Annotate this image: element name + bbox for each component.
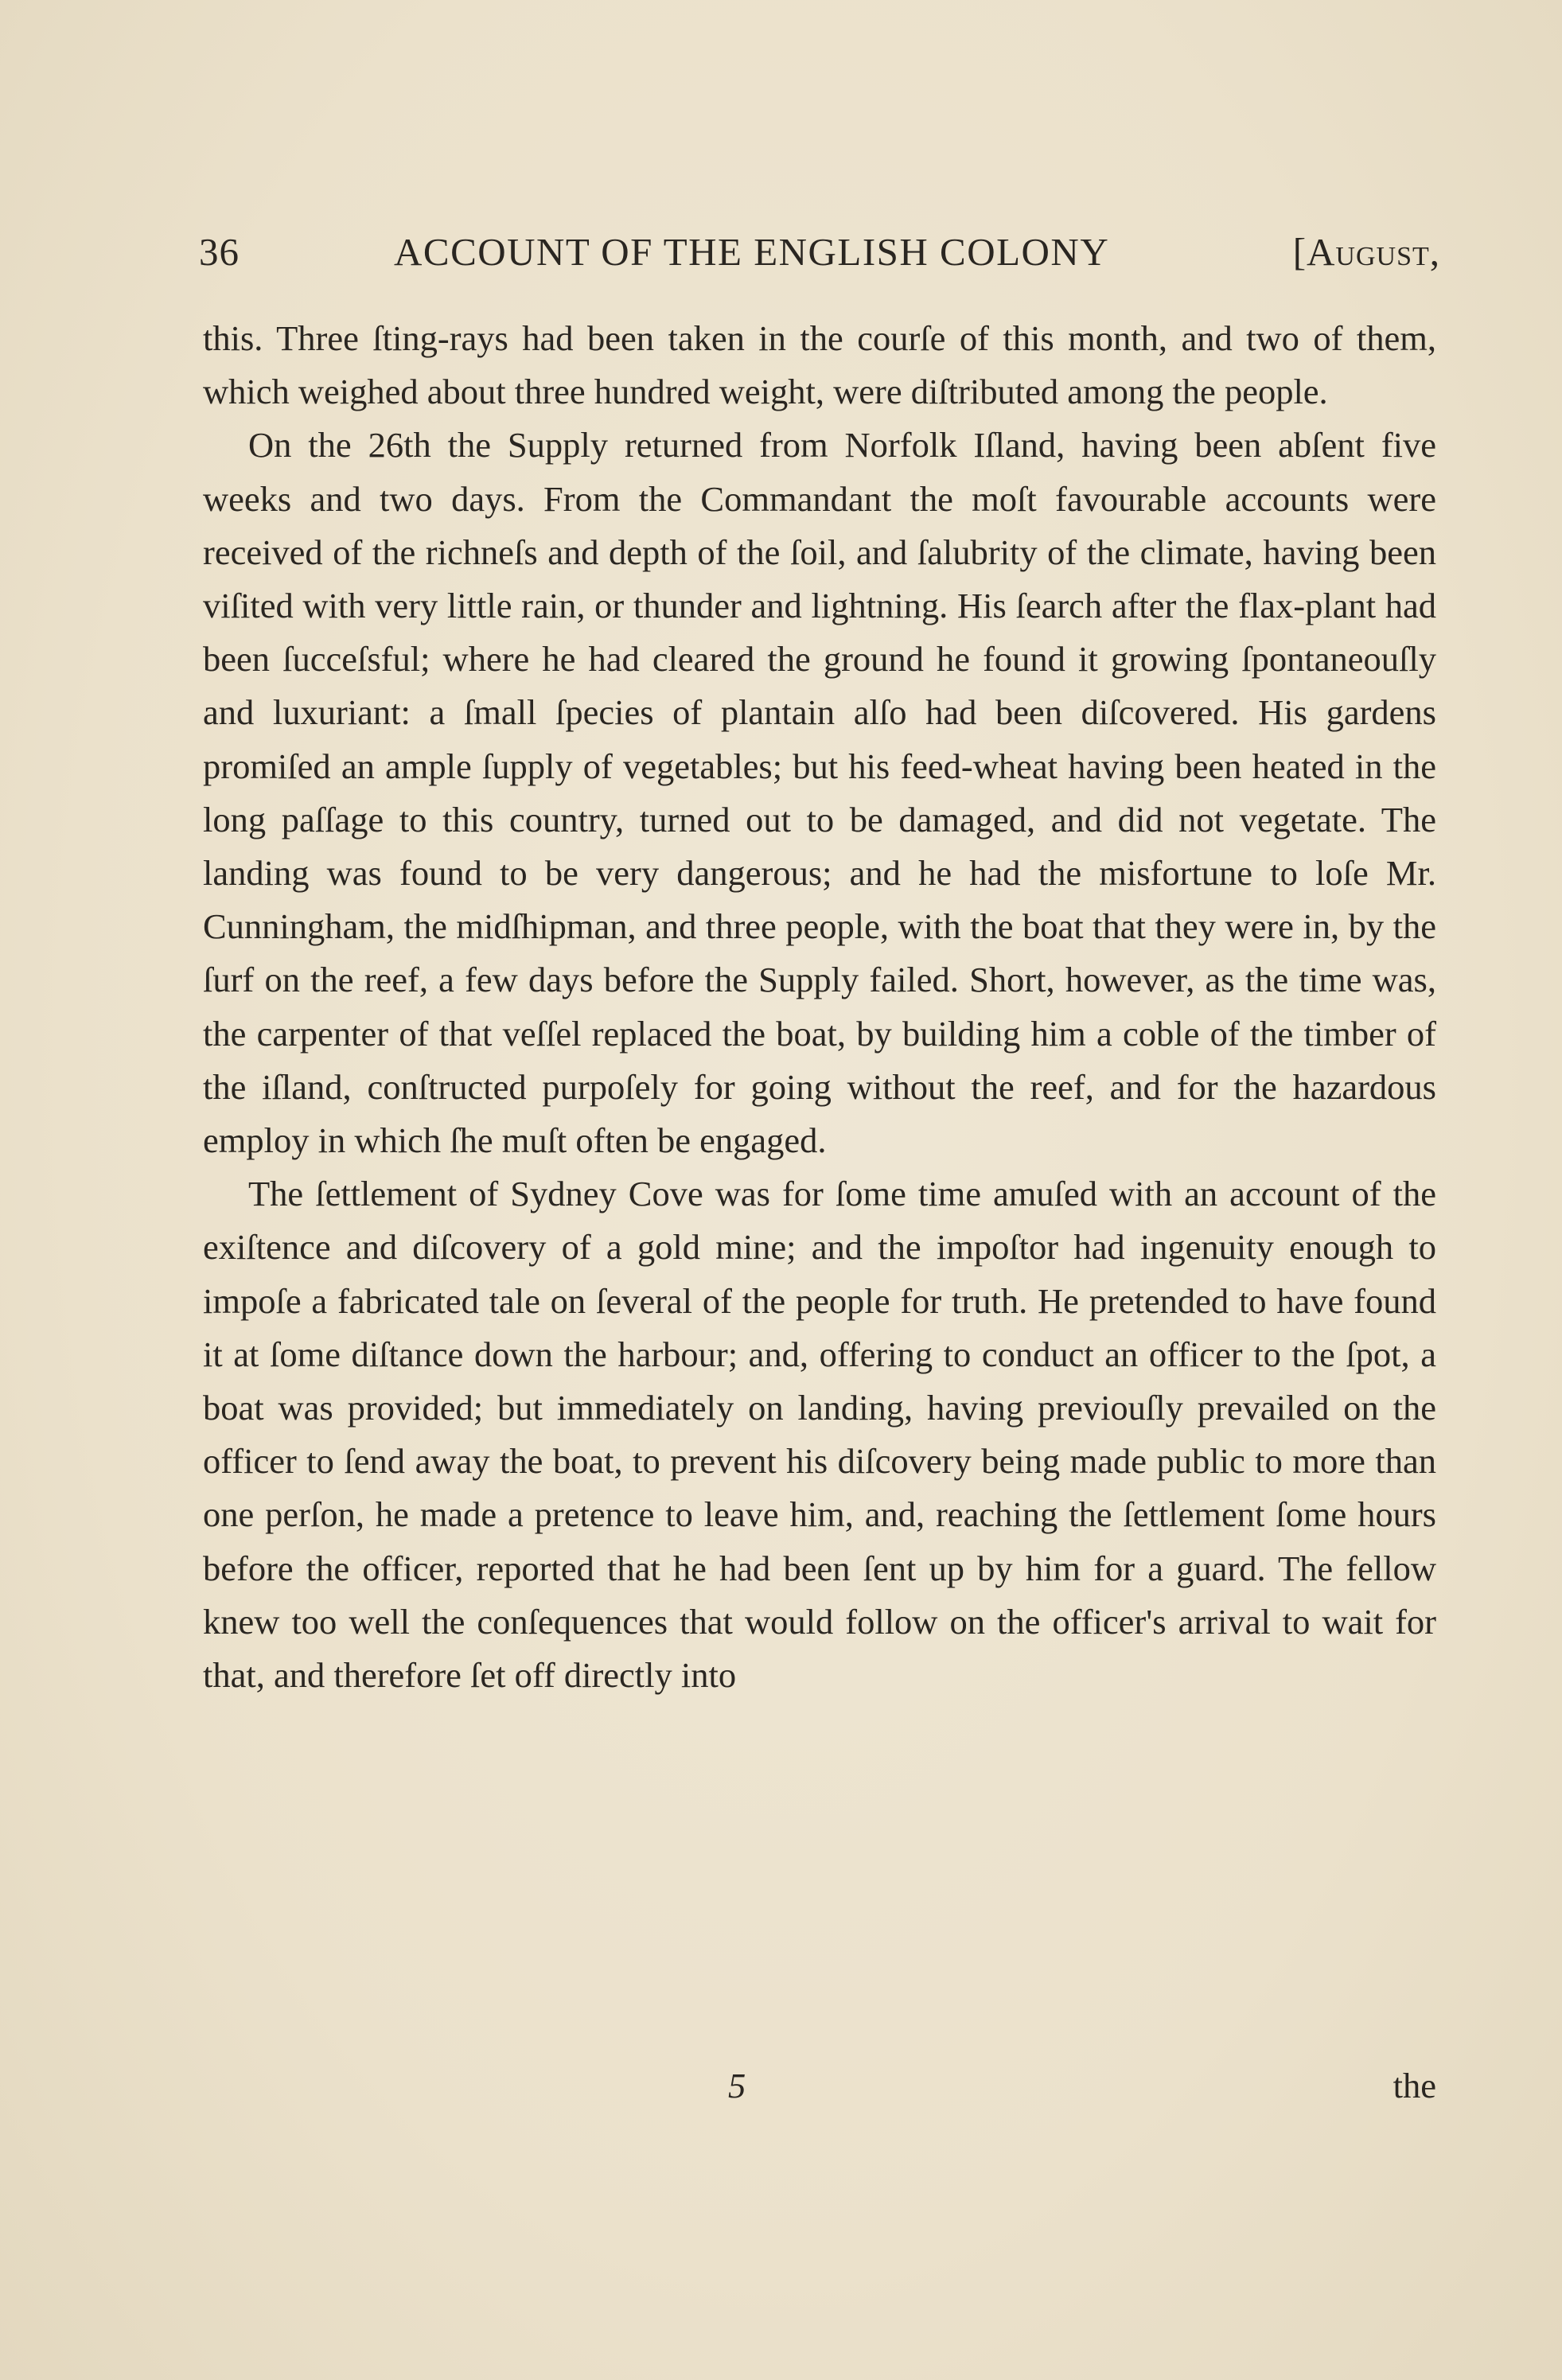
page-number: 36 [199, 230, 240, 274]
paragraph-gold-mine: The ſettlement of Sydney Cove was for ſome time amuſed with an account of the exiſtence and diſcovery of a gold mine; and the impoſtor had ingenuity enough to impoſe a fabricated tale on ſeveral of the people for truth. He pretended to have found it at ſome diſtance down the harbour; and, offering to conduct an officer to the ſpot, a boat was provided; but immediately on landing, having previouſly prevailed on the officer to ſend away the boat, to prevent his diſcovery being made public to more than one perſon, he made a pretence to leave him, and, reaching the ſettlement ſome hours before the officer, reported that he had been ſent up by him for a guard. The fellow knew too well the conſequences that would follow on the officer's arrival to wait for that, and therefore ſet off directly into [203, 1174, 1436, 1696]
catchword: the [1393, 2066, 1436, 2105]
running-title: ACCOUNT OF THE ENGLISH COLONY [394, 230, 1110, 274]
running-month: [August, [1292, 230, 1440, 274]
page-footer [203, 2058, 1436, 2113]
signature-mark: 5 [728, 2066, 746, 2105]
body-text [203, 312, 1436, 1702]
paragraph-supply-return: On the 26th the Supply returned from Norfolk Iſland, having been abſent five weeks and two days. From the Commandant the moſt favourable accounts were received of the richneſs and depth of the ſoil, and ſalubrity of the climate, having been viſited with very little rain, or thunder and lightning. His ſearch after the flax-plant had been ſucceſsful; where he had cleared the ground he found it growing ſpontaneouſly and luxuriant: a ſmall ſpecies of plantain alſo had been diſcovered. His gardens promiſed an ample ſupply of vegetables; but his feed-wheat having been heated in the long paſſage to this country, turned out to be damaged, and did not vegetate. The landing was found to be very dangerous; and he had the misfortune to loſe Mr. Cunningham, the midſhipman, and three people, with the boat that they were in, by the ſurf on the reef, a few days before the Supply failed. Short, however, as the time was, the carpenter of that veſſel replaced the boat, by building him a coble of the timber of the iſland, conſtructed purpoſely for going without the reef, and for the hazardous employ in which ſhe muſt often be engaged. [203, 425, 1436, 1161]
paragraph-continuation: this. Three ſting-rays had been taken in the courſe of this month, and two of them, which weighed about three hundred weight, were diſtributed among the people. [203, 318, 1436, 412]
running-head [199, 224, 1440, 280]
